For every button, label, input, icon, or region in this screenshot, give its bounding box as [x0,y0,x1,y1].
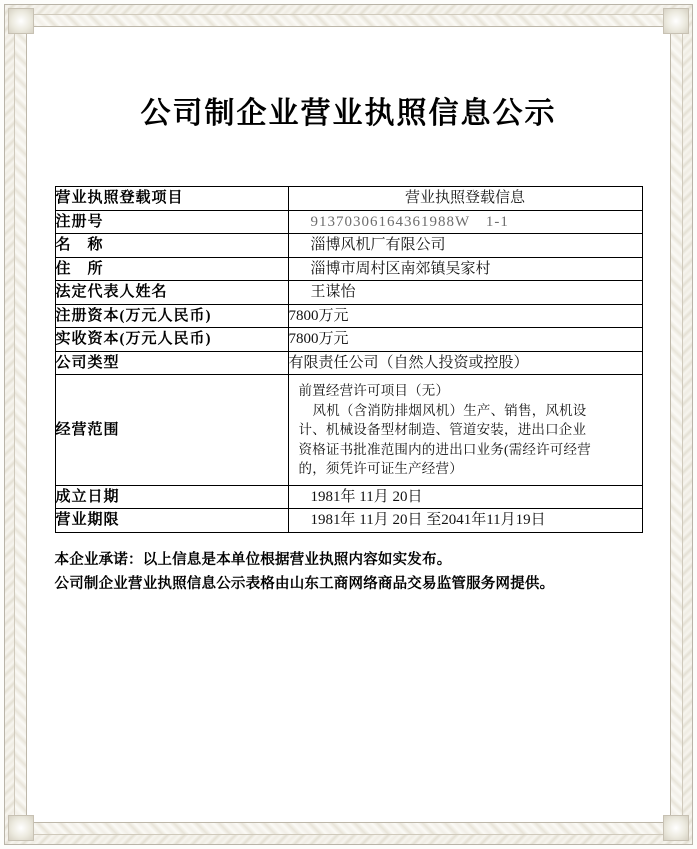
row-label-paid-in-capital: 实收资本(万元人民币) [55,328,288,352]
table-row [55,304,642,328]
row-value-registered-capital: 7800万元 [288,304,642,328]
row-value-company-name: 淄博风机厂有限公司 [288,234,642,258]
table-row [55,328,642,352]
row-value-paid-in-capital: 7800万元 [288,328,642,352]
row-label-company-type: 公司类型 [55,351,288,375]
table-header-row [55,187,642,211]
table-row [55,257,642,281]
table-header-label: 营业执照登载项目 [55,187,288,211]
license-info-table [55,186,643,533]
row-label-business-term: 营业期限 [55,509,288,533]
footer-line-commitment: 本企业承诺：以上信息是本单位根据营业执照内容如实发布。 [54,551,452,568]
business-scope-line: 计、机械设备型材制造、管道安装，进出口企业 [298,422,587,438]
row-label-company-name: 名 称 [55,234,288,258]
row-label-legal-representative: 法定代表人姓名 [55,281,288,305]
table-row [55,509,642,533]
row-value-company-type: 有限责任公司（自然人投资或控股） [288,351,642,375]
row-value-business-term: 1981年 11月 20日 至2041年11月19日 [288,509,642,533]
footer-statement [55,549,643,597]
table-row [55,351,642,375]
row-value-establishment-date: 1981年 11月 20日 [288,485,642,509]
row-label-address: 住 所 [55,257,288,281]
table-row [55,485,642,509]
document-content [30,30,667,819]
row-label-business-scope: 经营范围 [55,375,288,486]
business-scope-line: 风机（含消防排烟风机）生产、销售，风机设 [312,402,587,418]
footer-line-source: 公司制企业营业执照信息公示表格由山东工商网络商品交易监管服务网提供。 [54,575,555,592]
table-row [55,281,642,305]
row-value-address: 淄博市周村区南郊镇吴家村 [288,257,642,281]
row-value-registration-number: 91370306164361988W 1-1 [288,210,642,234]
page-title: 公司制企业营业执照信息公示 [140,97,557,130]
row-value-business-scope [288,375,642,486]
business-scope-line: 的，须凭许可证生产经营） [298,461,463,477]
row-value-legal-representative: 王谋怡 [288,281,642,305]
table-row [55,234,642,258]
table-header-value: 营业执照登载信息 [288,187,642,211]
table-row-business-scope [55,375,642,486]
table-row [55,210,642,234]
row-label-registered-capital: 注册资本(万元人民币) [55,304,288,328]
business-scope-text [289,375,642,485]
business-scope-line: 资格证书批准范围内的进出口业务(需经许可经营 [298,441,591,457]
row-label-establishment-date: 成立日期 [55,485,288,509]
business-scope-line: 前置经营许可项目（无） [298,383,450,398]
row-label-registration-number: 注册号 [55,210,288,234]
